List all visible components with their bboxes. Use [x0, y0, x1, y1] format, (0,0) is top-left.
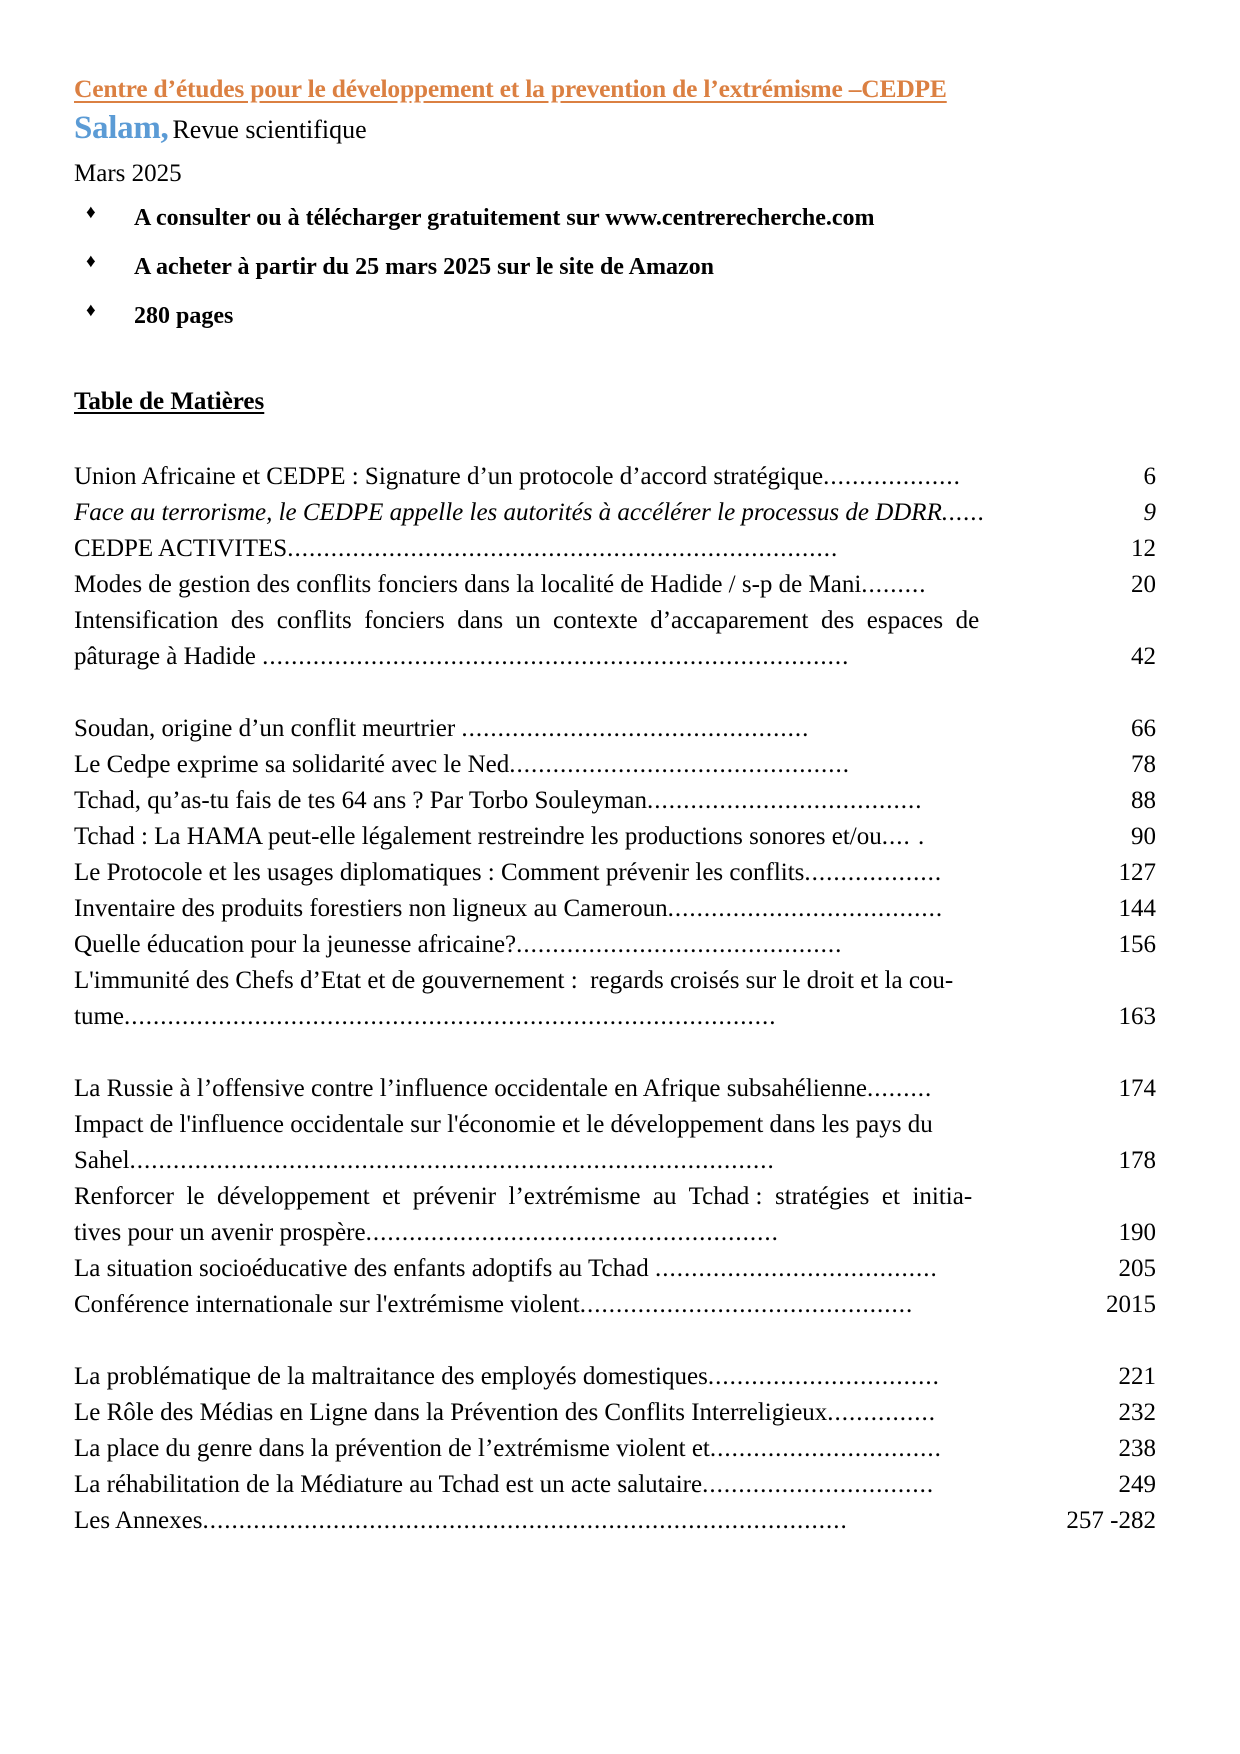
toc-entry-title-part: Intensification des conflits fonciers dans un contexte d’accaparement des espaces de [74, 606, 980, 634]
toc-entry-line-1 [74, 603, 1156, 639]
toc-entry-title-part: Impact de l'influence occidentale sur l'économie et le développement dans les pays du [74, 1110, 933, 1138]
toc-leader-dots: ...................................... [667, 894, 944, 922]
toc-entry-title: Face au terrorisme, le CEDPE appelle les autorités à accélérer le processus de DDRR [74, 498, 942, 526]
toc-leader-dots: ...... [941, 498, 986, 526]
toc-leader-dots: ............... [827, 1398, 937, 1426]
journal-subtitle: Revue scientifique [172, 115, 367, 145]
toc-leader-dots: ............................................. [516, 930, 843, 958]
toc-leader-dots: ................... [804, 858, 943, 886]
toc-entry-line-2 [74, 999, 1156, 1035]
toc-page-number: 88 [1131, 786, 1156, 814]
toc-leader-dots: ................................ [702, 1470, 935, 1498]
toc-entry[interactable] [74, 711, 1156, 747]
list-item [74, 252, 1156, 282]
toc-leader-dots: ................................................................................. [262, 642, 850, 670]
toc-entry[interactable] [74, 1431, 1156, 1467]
toc-page-number: 42 [1131, 642, 1156, 670]
toc-leader-dots: ......... [861, 570, 927, 598]
toc-page-number: 190 [1118, 1218, 1156, 1246]
toc-leader-dots: ................................ [707, 1362, 940, 1390]
toc-leader-dots: ................................................ [461, 714, 810, 742]
toc-page-number: 90 [1131, 822, 1156, 850]
toc-entry-title: La réhabilitation de la Médiature au Tchad est un acte salutaire [74, 1470, 703, 1498]
toc-leader-dots: .... . [881, 822, 926, 850]
toc-entry-title: Conférence internationale sur l'extrémisme violent [74, 1290, 580, 1318]
toc-page-number: 9 [1143, 498, 1156, 526]
toc-entry[interactable] [74, 1287, 1156, 1323]
availability-bullet-list [74, 203, 1156, 331]
toc-page-number: 163 [1118, 1002, 1156, 1030]
toc-page-number: 144 [1118, 894, 1156, 922]
toc-entry-line-2 [74, 639, 1156, 675]
toc-entry[interactable] [74, 747, 1156, 783]
diamond-bullet-icon: ♦ [86, 201, 96, 223]
toc-group [74, 1359, 1156, 1539]
toc-leader-dots: ....................................... [654, 1254, 938, 1282]
toc-leader-dots: ................................ [709, 1434, 942, 1462]
toc-entry[interactable] [74, 459, 1156, 495]
toc-heading-wrapper [74, 350, 1156, 417]
toc-entry-title: Inventaire des produits forestiers non ligneux au Cameroun [74, 894, 668, 922]
toc-entry-line-1 [74, 963, 1156, 999]
toc-leader-dots: ......................................................................................... [202, 1506, 848, 1534]
toc-entry-title: tives pour un avenir prospère [74, 1218, 366, 1246]
toc-page-number: 205 [1118, 1254, 1156, 1282]
toc-entry-title-part: Renforcer le développement et prévenir l’extrémisme au Tchad : stratégies et initia- [74, 1182, 973, 1210]
toc-entry[interactable] [74, 603, 1156, 675]
toc-entry[interactable] [74, 819, 1156, 855]
toc-entry[interactable] [74, 927, 1156, 963]
toc-entry-title: tume [74, 1002, 124, 1030]
journal-brand-line [74, 109, 1156, 149]
toc-page-number: 238 [1118, 1434, 1156, 1462]
toc-page-number: 178 [1118, 1146, 1156, 1174]
toc-entry-line-1 [74, 1179, 1156, 1215]
list-item-label: 280 pages [134, 302, 234, 329]
toc-entry[interactable] [74, 1179, 1156, 1251]
diamond-bullet-icon: ♦ [86, 299, 96, 321]
list-item-label: A acheter à partir du 25 mars 2025 sur le site de Amazon [134, 253, 714, 280]
toc-entry-title: La problématique de la maltraitance des employés domestiques [74, 1362, 708, 1390]
toc-entry-title: Le Rôle des Médias en Ligne dans la Prévention des Conflits Interreligieux [74, 1398, 828, 1426]
toc-leader-dots: .............................................. [579, 1290, 914, 1318]
toc-page-number: 66 [1131, 714, 1156, 742]
toc-heading: Table de Matières [74, 387, 265, 415]
toc-leader-dots: .......................................................................................... [124, 1002, 777, 1030]
toc-entry-title: Sahel [74, 1146, 130, 1174]
issue-date: Mars 2025 [74, 159, 182, 187]
toc-entry[interactable] [74, 891, 1156, 927]
toc-leader-dots: ......... [866, 1074, 933, 1102]
toc-entry-line-2 [74, 1143, 1156, 1179]
toc-page-number: 249 [1118, 1470, 1156, 1498]
toc-page-number: 12 [1131, 534, 1156, 562]
toc-entry[interactable] [74, 855, 1156, 891]
toc-entry-title: Quelle éducation pour la jeunesse africaine? [74, 930, 517, 958]
table-of-contents [74, 459, 1156, 1539]
toc-entry-title: Tchad, qu’as-tu fais de tes 64 ans ? Par Torbo Souleyman [74, 786, 647, 814]
toc-entry-title: La place du genre dans la prévention de l’extrémisme violent et [74, 1434, 710, 1462]
toc-page-number: 257 -282 [1066, 1506, 1156, 1534]
toc-page-number: 20 [1131, 570, 1156, 598]
toc-entry[interactable] [74, 1251, 1156, 1287]
toc-entry-title: Les Annexes [74, 1506, 203, 1534]
toc-entry-title: Le Protocole et les usages diplomatiques : Comment prévenir les conflits [74, 858, 805, 886]
toc-leader-dots: ......................................................................................... [129, 1146, 775, 1174]
list-item [74, 301, 1156, 331]
toc-entry-title: Le Cedpe exprime sa solidarité avec le Ned [74, 750, 510, 778]
toc-entry-line-2 [74, 1215, 1156, 1251]
toc-entry[interactable] [74, 567, 1156, 603]
toc-page-number: 2015 [1106, 1290, 1156, 1318]
toc-page-number: 6 [1143, 462, 1156, 490]
toc-group [74, 711, 1156, 1035]
toc-leader-dots: ...................................... [647, 786, 923, 814]
list-item [74, 203, 1156, 233]
toc-entry[interactable] [74, 1467, 1156, 1503]
toc-page-number: 221 [1118, 1362, 1156, 1390]
toc-group [74, 1071, 1156, 1323]
toc-entry[interactable] [74, 531, 1156, 567]
toc-leader-dots: ......................................................... [365, 1218, 779, 1246]
toc-entry-title: CEDPE ACTIVITES [74, 534, 288, 562]
toc-entry-title-part: L'immunité des Chefs d’Etat et de gouvernement : regards croisés sur le droit et la cou- [74, 966, 954, 994]
toc-entry-line-1 [74, 1107, 1156, 1143]
toc-entry[interactable] [74, 1395, 1156, 1431]
toc-entry-title: pâturage à Hadide [74, 642, 263, 670]
toc-entry[interactable] [74, 1107, 1156, 1179]
organization-title: Centre d’études pour le développement et la prevention de l’extrémisme –CEDPE [74, 74, 947, 103]
journal-name: Salam, [74, 110, 169, 147]
toc-leader-dots: ................... [823, 462, 961, 490]
toc-leader-dots: ............................................................................ [287, 534, 839, 562]
toc-entry-title: Soudan, origine d’un conflit meurtrier [74, 714, 462, 742]
toc-entry-title: La Russie à l’offensive contre l’influence occidentale en Afrique subsahélienne [74, 1074, 867, 1102]
toc-page-number: 174 [1118, 1074, 1156, 1102]
diamond-bullet-icon: ♦ [86, 250, 96, 272]
toc-leader-dots: ............................................... [509, 750, 850, 778]
toc-entry[interactable] [74, 963, 1156, 1035]
list-item-label: A consulter ou à télécharger gratuitement sur www.centrerecherche.com [134, 204, 875, 231]
toc-page-number: 78 [1131, 750, 1156, 778]
toc-entry[interactable] [74, 495, 1156, 531]
toc-entry-title: Union Africaine et CEDPE : Signature d’un protocole d’accord stratégique [74, 462, 824, 490]
toc-page-number: 156 [1118, 930, 1156, 958]
toc-entry[interactable] [74, 1503, 1156, 1539]
toc-entry[interactable] [74, 1071, 1156, 1107]
toc-entry[interactable] [74, 1359, 1156, 1395]
toc-entry-title: Tchad : La HAMA peut-elle légalement restreindre les productions sonores et/ou [74, 822, 882, 850]
toc-entry-title: Modes de gestion des conflits fonciers dans la localité de Hadide / s-p de Mani [74, 570, 862, 598]
toc-page-number: 127 [1118, 858, 1156, 886]
toc-entry[interactable] [74, 783, 1156, 819]
toc-group [74, 459, 1156, 675]
toc-page-number: 232 [1118, 1398, 1156, 1426]
toc-entry-title: La situation socioéducative des enfants adoptifs au Tchad [74, 1254, 655, 1282]
